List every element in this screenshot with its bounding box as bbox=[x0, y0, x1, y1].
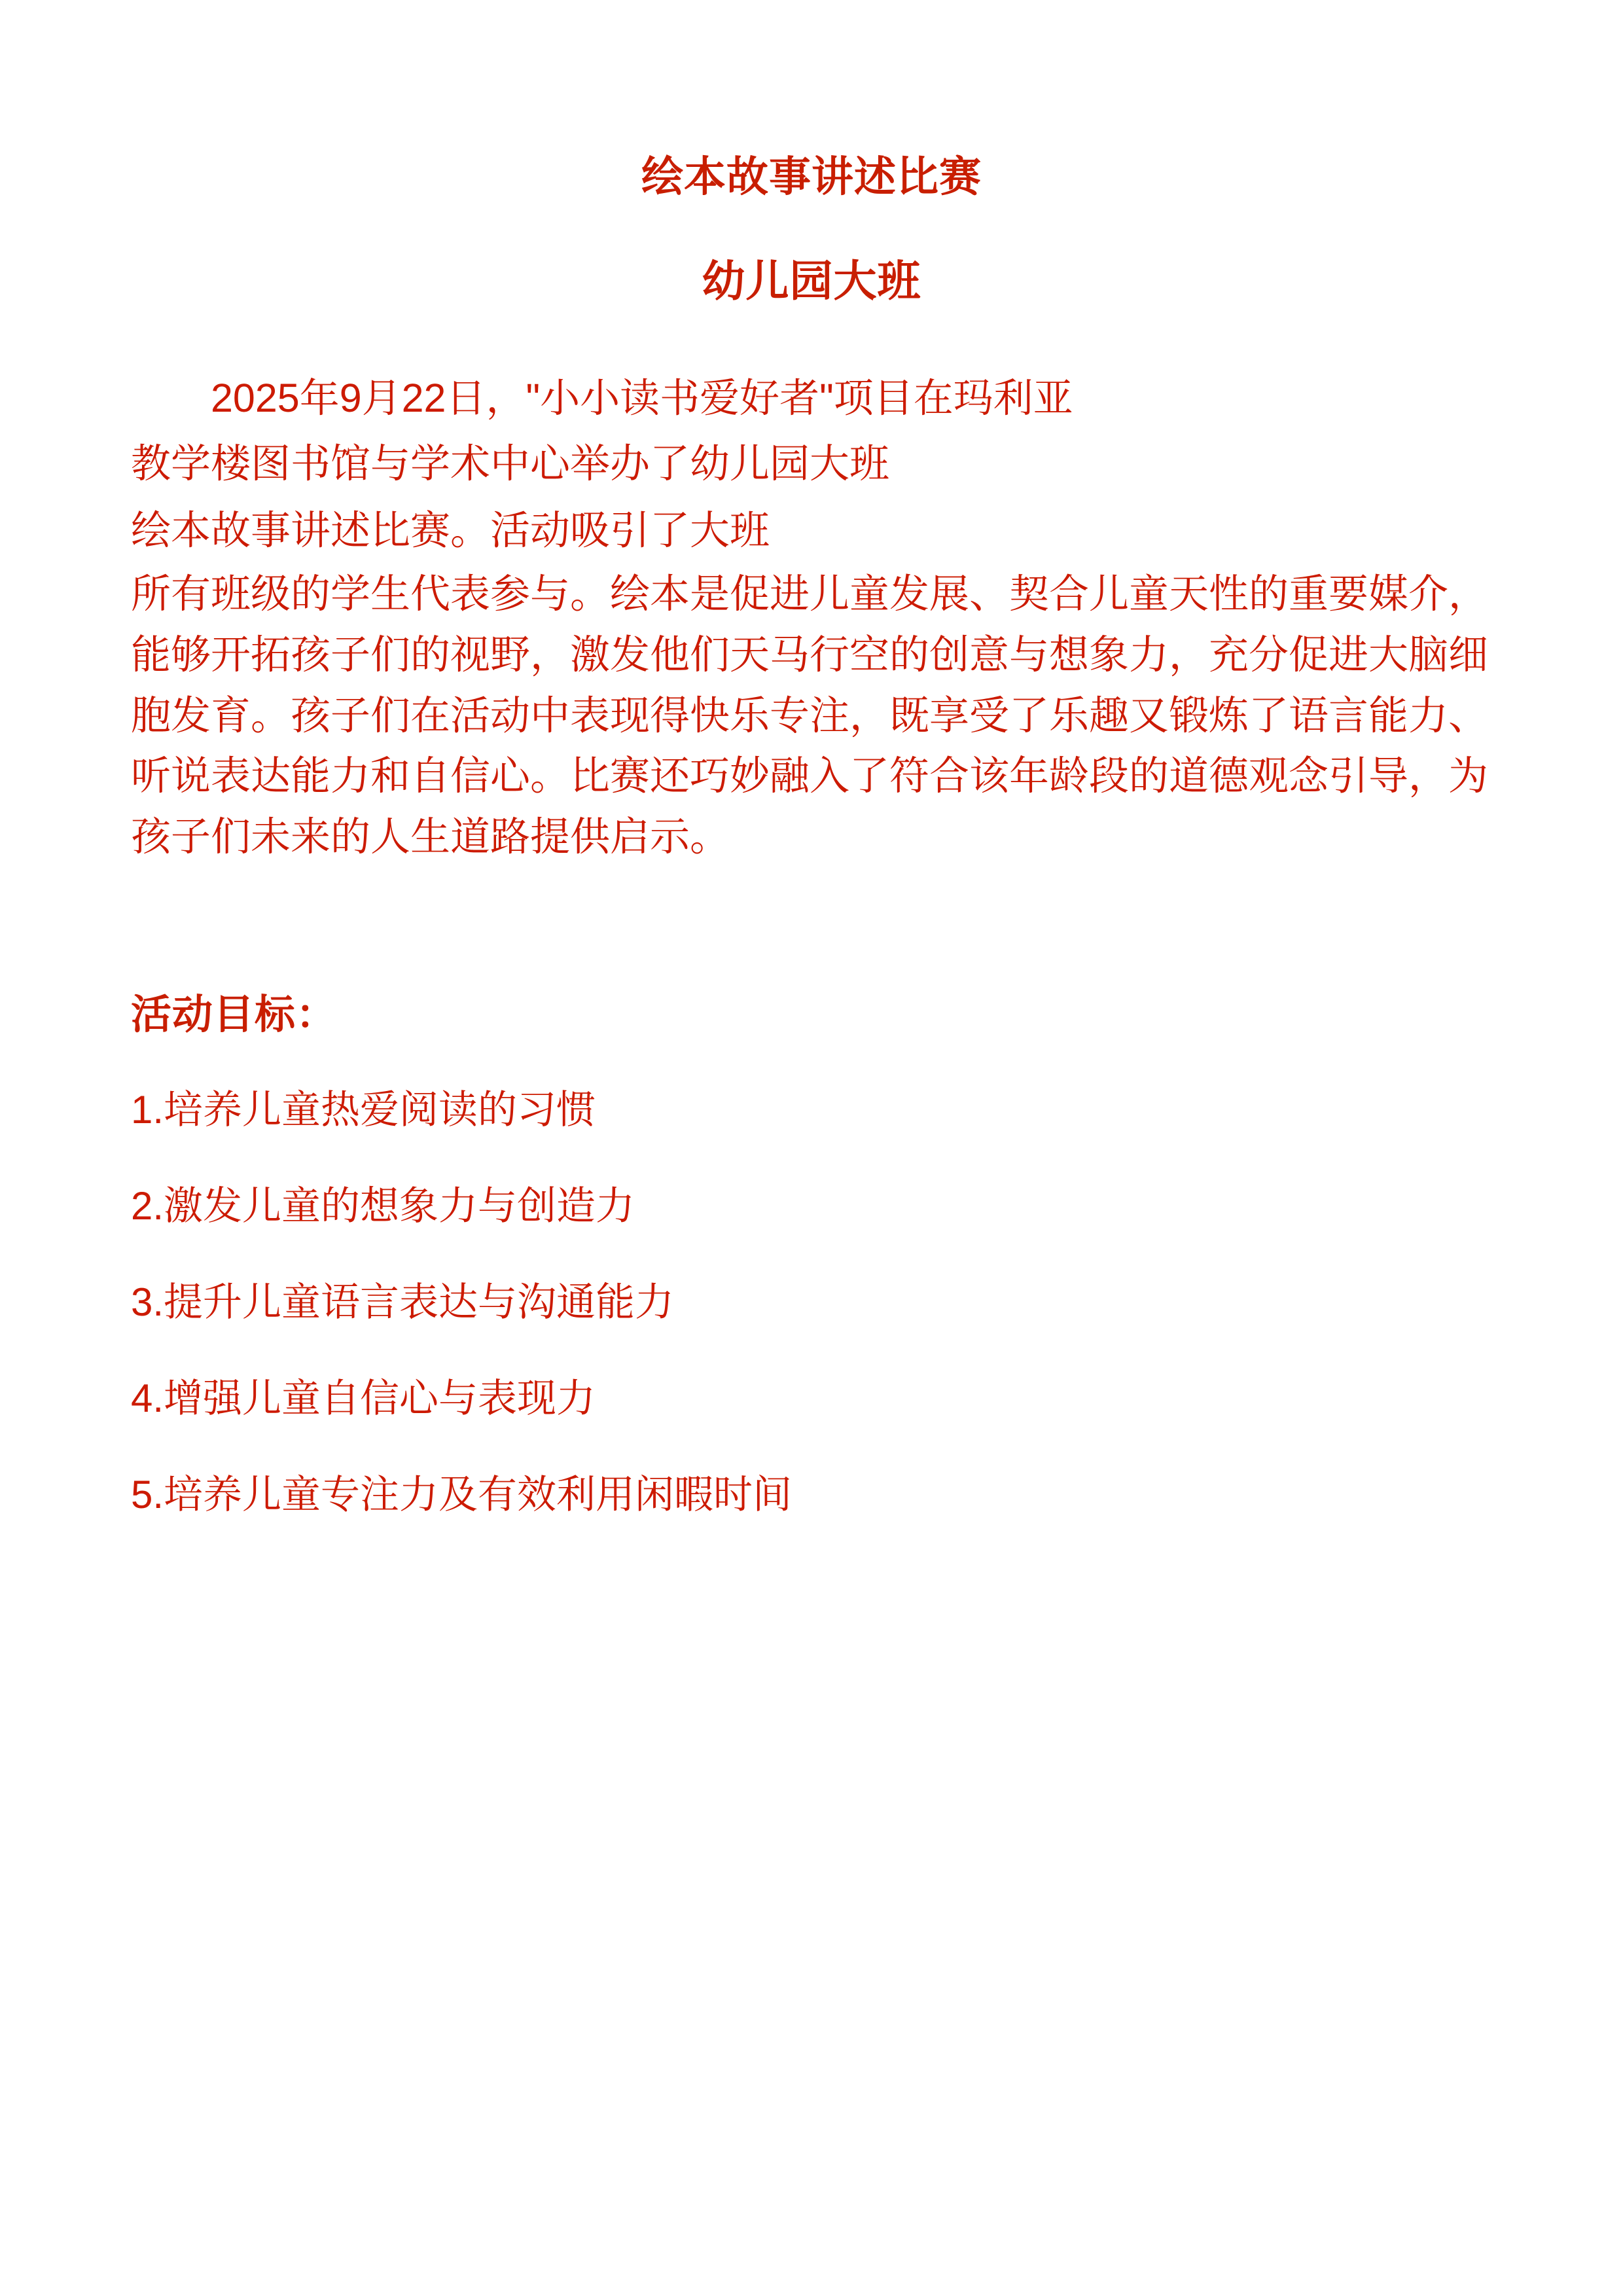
section-spacer bbox=[131, 867, 1492, 989]
page-title: 绘本故事讲述比赛 bbox=[641, 153, 982, 200]
intro-line-3: 绘本故事讲述比赛。活动吸引了大班 bbox=[131, 508, 770, 553]
page-subtitle: 幼儿园大班 bbox=[702, 257, 921, 305]
goals-heading: 活动目标： bbox=[131, 992, 338, 1037]
body-paragraph: 所有班级的学生代表参与。绘本是促进儿童发展、契合儿童天性的重要媒介，能够开拓孩子们的视野，激发他们天马行空的创意与想象力，充分促进大脑细胞发育。孩子们在活动中表现得快乐专注，既享受了乐趣又锻炼了语言能力、听说表达能力和自信心。比赛还巧妙融入了符合该年龄段的道德观念引导，为孩子们未来的人生道路提供启示。 bbox=[131, 571, 1489, 859]
goals-list bbox=[131, 1083, 1492, 1521]
list-item: 2.激发儿童的想象力与创造力 bbox=[131, 1184, 635, 1229]
list-item: 3.提升儿童语言表达与沟通能力 bbox=[131, 1280, 675, 1325]
intro-line-1: 2025年9月22日，"小小读书爱好者"项目在玛利亚 bbox=[211, 375, 1073, 420]
list-item: 5.培养儿童专注力及有效利用闲暇时间 bbox=[131, 1473, 793, 1517]
list-item: 1.培养儿童热爱阅读的习惯 bbox=[131, 1088, 596, 1132]
intro-line-2: 教学楼图书馆与学术中心举办了幼儿园大班 bbox=[131, 440, 890, 486]
list-item: 4.增强儿童自信心与表现力 bbox=[131, 1376, 596, 1421]
